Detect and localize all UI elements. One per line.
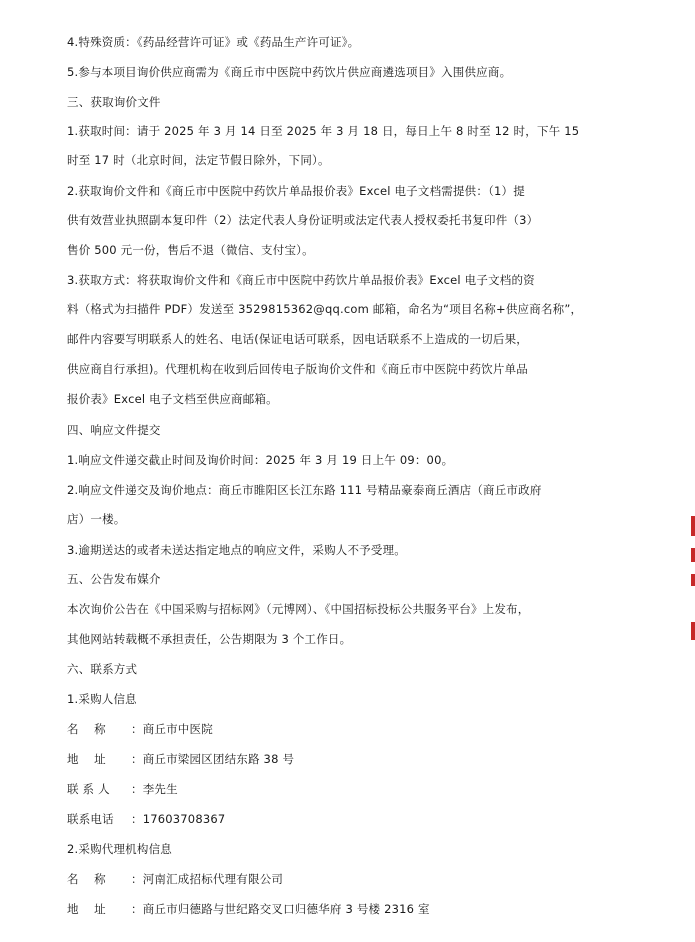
paragraph-line: 其他网站转载概不承担责任，公告期限为 3 个工作日。 [67,632,352,646]
field-value: ：17603708367 [131,812,226,826]
agency-address-row [67,902,607,917]
edge-mark [691,516,695,536]
agency-name-row [67,872,607,887]
paragraph-line: 1.获取时间：请于 2025 年 3 月 14 日至 2025 年 3 月 18 日，每日上午 8 时至 12 时，下午 15 [67,124,580,138]
edge-mark [691,574,695,586]
purchaser-address-row [67,752,607,767]
section-heading: 四、响应文件提交 [67,423,161,437]
field-label: 地 址 [67,902,106,916]
paragraph-line: 供应商自行承担)。代理机构在收到后回传电子版询价文件和《商丘市中医院中药饮片单品 [67,362,528,376]
paragraph-line: 3.逾期送达的或者未送达指定地点的响应文件，采购人不予受理。 [67,543,406,557]
field-value: ：河南汇成招标代理有限公司 [131,872,284,886]
field-label: 联 系 人 [67,782,110,796]
paragraph-line: 店）一楼。 [67,512,126,526]
paragraph-line: 2.获取询价文件和《商丘市中医院中药饮片单品报价表》Excel 电子文档需提供：（1）提 [67,184,525,198]
section-heading: 六、联系方式 [67,662,138,676]
paragraph-line: 本次询价公告在《中国采购与招标网》（元博网）、《中国招标投标公共服务平台》上发布， [67,602,530,616]
paragraph-line: 4.特殊资质：《药品经营许可证》或《药品生产许可证》。 [67,35,360,49]
field-label: 名 称 [67,872,106,886]
field-value: ：商丘市梁园区团结东路 38 号 [131,752,295,766]
section-heading: 五、公告发布媒介 [67,572,161,586]
paragraph-line: 邮件内容要写明联系人的姓名、电话(保证电话可联系，因电话联系不上造成的一切后果， [67,332,528,346]
field-label: 联系电话 [67,812,114,826]
purchaser-phone-row [67,812,607,827]
field-value: ：李先生 [131,782,178,796]
paragraph-line: 5.参与本项目询价供应商需为《商丘市中医院中药饮片供应商遴选项目》入围供应商。 [67,65,512,79]
field-label: 地 址 [67,752,106,766]
subsection-heading: 2.采购代理机构信息 [67,842,172,856]
paragraph-line: 2.响应文件递交及询价地点：商丘市睢阳区长江东路 111 号精品豪泰商丘酒店（商丘市政府 [67,483,542,497]
paragraph-line: 报价表》Excel 电子文档至供应商邮箱。 [67,392,278,406]
field-value: ：商丘市中医院 [131,722,213,736]
paragraph-line: 1.响应文件递交截止时间及询价时间：2025 年 3 月 19 日上午 09：00。 [67,453,454,467]
subsection-heading: 1.采购人信息 [67,692,137,706]
purchaser-contact-row [67,782,607,797]
paragraph-line: 3.获取方式：将获取询价文件和《商丘市中医院中药饮片单品报价表》Excel 电子文档的资 [67,273,535,287]
paragraph-line: 料（格式为扫描件 PDF）发送至 3529815362@qq.com 邮箱，命名为“项目名称+供应商名称”， [67,302,583,316]
purchaser-name-row [67,722,607,737]
edge-mark [691,622,695,640]
paragraph-line: 时至 17 时（北京时间，法定节假日除外，下同）。 [67,153,330,167]
paragraph-line: 供有效营业执照副本复印件（2）法定代表人身份证明或法定代表人授权委托书复印件（3） [67,213,539,227]
section-heading: 三、获取询价文件 [67,95,161,109]
field-label: 名 称 [67,722,106,736]
paragraph-line: 售价 500 元一份，售后不退（微信、支付宝）。 [67,243,314,257]
edge-mark [691,548,695,562]
field-value: ：商丘市归德路与世纪路交叉口归德华府 3 号楼 2316 室 [131,902,430,916]
